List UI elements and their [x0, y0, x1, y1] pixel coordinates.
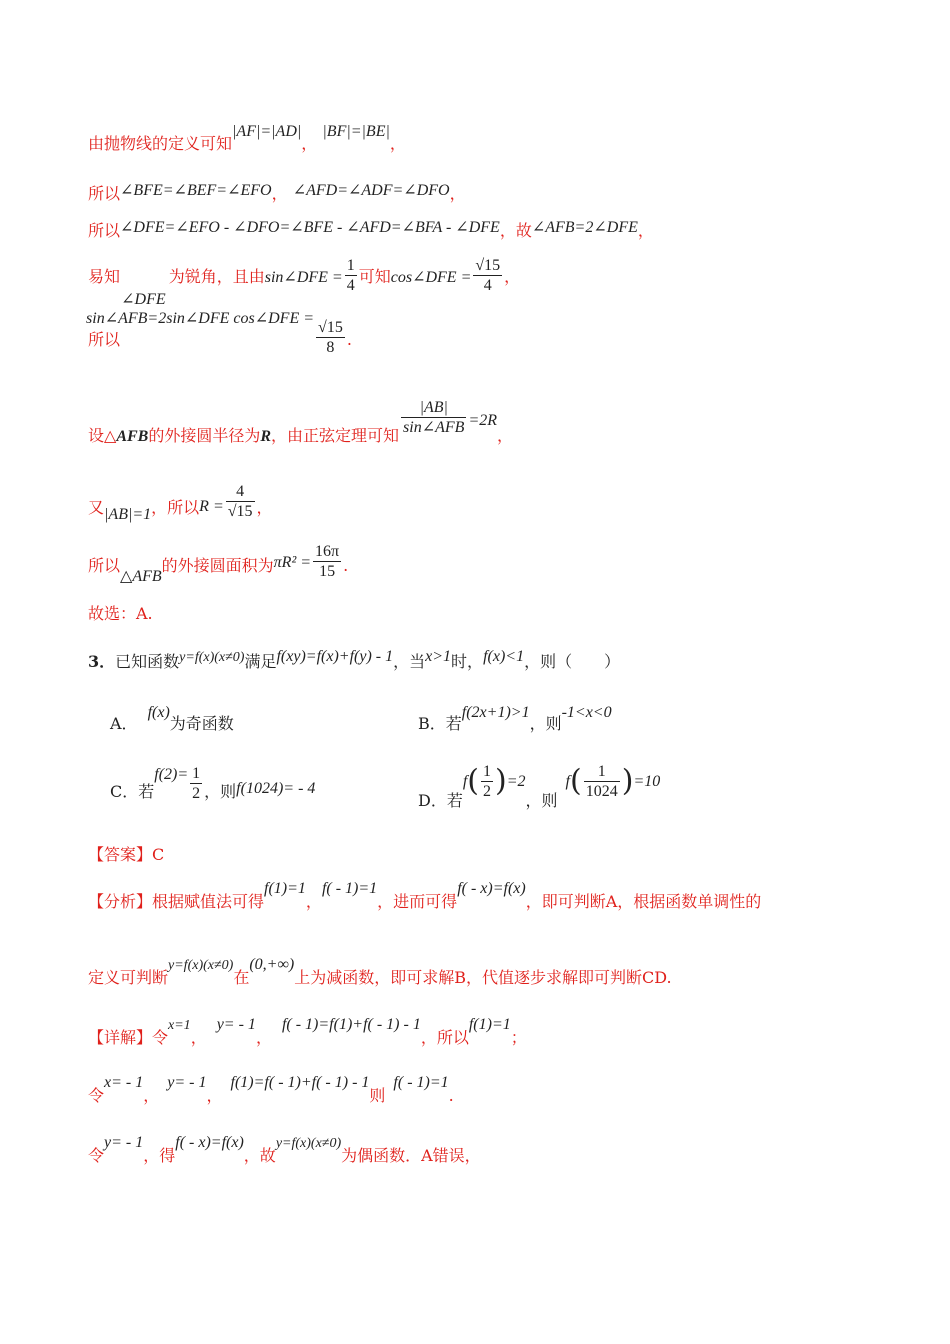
text: 易知: [88, 267, 121, 286]
line-ab-equals-1: [88, 482, 273, 528]
punct: ，: [637, 221, 654, 240]
text: ，即可判断A，根据函数单调性的: [525, 892, 762, 911]
option-label: B．若: [418, 714, 462, 733]
denominator: √15: [227, 503, 253, 520]
text: ，则（ ）: [524, 652, 621, 671]
detail-line-3: [88, 1132, 481, 1165]
punct: ，: [190, 1028, 207, 1047]
punct: .: [448, 1086, 454, 1105]
denominator: 15: [319, 563, 336, 580]
math-sin-afb: sin∠AFB=2sin∠DFE cos∠DFE =: [86, 310, 315, 327]
numerator: 1: [346, 257, 355, 274]
math-f2: f(2)=: [154, 766, 189, 783]
math-dfe-chain: ∠DFE=∠EFO - ∠DFO=∠BFE - ∠AFD=∠BFA - ∠DFE: [120, 219, 500, 236]
fraction-1-1024: [584, 762, 620, 801]
punct: ，: [449, 184, 466, 203]
paren-right: ): [621, 763, 634, 799]
option-label: D．若: [418, 791, 463, 810]
math-f1: f(1)=1: [468, 1016, 511, 1033]
denominator: 8: [326, 339, 335, 356]
math-functional-eq: f(xy)=f(x)+f(y) - 1: [276, 648, 394, 665]
punct: ，: [255, 1028, 272, 1047]
fraction-half: [190, 764, 202, 803]
math-f: f: [565, 773, 570, 790]
denominator: 1024: [585, 783, 618, 800]
text: 由抛物线的定义可知: [88, 134, 233, 153]
math-x-1: x=1: [168, 1018, 191, 1033]
line-acute-angle: [88, 256, 521, 308]
punct: ，: [206, 1086, 223, 1105]
math-f-minus1: f( - 1)=1: [393, 1074, 449, 1091]
text: 上为减函数，即可求解B，代值逐步求解即可判断CD.: [294, 968, 672, 987]
question-number: 3．: [88, 652, 116, 671]
detail-line-1: [88, 1014, 527, 1047]
detail-line-2: [88, 1072, 454, 1105]
answer-text: 【答案】C: [88, 845, 165, 864]
math-sub-eq: f( - 1)=f(1)+f( - 1) - 1: [281, 1016, 421, 1033]
question-3: [88, 646, 620, 674]
math-function-def: y=f(x)(x≠0): [168, 958, 234, 973]
math-function-def: y=f(x)(x≠0): [179, 650, 245, 665]
math-af-ad: |AF|=|AD|: [232, 123, 302, 140]
option-b: [418, 702, 612, 733]
text: ，则: [529, 714, 562, 733]
math-afb: AFB: [116, 428, 149, 445]
math-y-minus1: y= - 1: [104, 1134, 144, 1151]
text: ，故: [243, 1146, 276, 1165]
line-sin-afb: [86, 310, 352, 362]
punct: ；: [510, 1028, 527, 1047]
line-sine-theorem: [88, 398, 513, 446]
fraction-ab-sin-afb: [401, 398, 466, 437]
fraction-sqrt15-8: [316, 318, 345, 357]
punct: ，: [271, 184, 288, 203]
text: 的外接圆面积为: [161, 556, 274, 575]
numerator: 16π: [315, 543, 340, 560]
text: ，进而可得: [377, 892, 458, 911]
math-range: -1<x<0: [561, 704, 612, 721]
math-afb-2dfe: ∠AFB=2∠DFE: [531, 219, 638, 236]
math-even: f( - x)=f(x): [175, 1134, 244, 1151]
text: 可知: [358, 267, 391, 286]
math-f: f: [462, 773, 468, 790]
numerator: 1: [192, 765, 201, 782]
numerator: √15: [318, 319, 343, 336]
math-eq-10: =10: [633, 773, 661, 790]
text: 的外接圆半径为: [148, 426, 261, 445]
punct: .: [343, 556, 349, 575]
numerator: 1: [584, 762, 620, 782]
math-fx: f(x): [147, 704, 170, 721]
text: 又: [88, 498, 105, 517]
text: 所以: [88, 556, 121, 575]
math-x-minus1: x= - 1: [104, 1074, 144, 1091]
fraction-16pi-15: [313, 542, 341, 581]
denominator: 2: [483, 783, 492, 800]
text: 【详解】令: [88, 1028, 169, 1047]
math-bf-be: |BF|=|BE|: [322, 123, 390, 140]
text: 所以: [88, 184, 121, 203]
math-f1024: f(1024)= - 4: [236, 780, 316, 797]
text: ，所以: [420, 1028, 469, 1047]
math-eq-2: =2: [506, 773, 526, 790]
math-sub-eq: f(1)=f( - 1)+f( - 1) - 1: [230, 1074, 370, 1091]
analysis-line-2: [88, 954, 672, 987]
punct: ，: [389, 134, 406, 153]
math-function-def: y=f(x)(x≠0): [275, 1136, 342, 1151]
math-sin-dfe: sin∠DFE =: [264, 269, 343, 286]
math-r: R: [260, 428, 272, 445]
math-f-minus1: f( - 1)=1: [321, 880, 378, 897]
denominator: 2: [192, 785, 201, 802]
option-c: [110, 764, 315, 803]
line-angle-equalities: [88, 184, 466, 205]
math-bfe: ∠BFE=∠BEF=∠EFO: [120, 182, 272, 199]
text: ，得: [143, 1146, 176, 1165]
text: 所以: [88, 330, 121, 349]
text: 故选：A.: [88, 604, 153, 623]
option-a: [110, 702, 234, 733]
text: ，当: [393, 652, 426, 671]
fraction-4-sqrt15: [226, 482, 255, 521]
numerator: √15: [475, 257, 501, 274]
math-2r: =2R: [468, 412, 498, 429]
numerator: |AB|: [401, 398, 466, 418]
text: 【分析】根据赋值法可得: [88, 892, 265, 911]
math-y-minus1: y= - 1: [167, 1074, 207, 1091]
fraction-half: [481, 762, 493, 801]
math-triangle-afb: △AFB: [120, 568, 162, 585]
punct: ，: [256, 498, 273, 517]
text: ，所以: [151, 498, 200, 517]
text: 为偶函数．A错误，: [341, 1146, 481, 1165]
math-even: f( - x)=f(x): [457, 880, 526, 897]
math-f1: f(1)=1: [264, 880, 306, 897]
answer: [88, 845, 164, 865]
text: 则: [369, 1086, 386, 1105]
denominator: 4: [483, 277, 492, 294]
paren-left: (: [570, 763, 582, 799]
option-label: A．: [110, 714, 138, 733]
text: 所以: [88, 221, 121, 240]
math-r-eq: R =: [199, 498, 224, 515]
punct: ，: [143, 1086, 160, 1105]
text: 在: [233, 968, 250, 987]
text: ，则: [204, 782, 237, 801]
text: 为锐角，且由: [168, 267, 265, 286]
text: 令: [88, 1146, 105, 1165]
math-interval: (0,+∞): [249, 956, 295, 973]
numerator: 1: [483, 763, 492, 780]
line-circle-area: [88, 542, 348, 586]
option-label: C．若: [110, 782, 155, 801]
text: 为奇函数: [169, 714, 234, 733]
denominator: 4: [346, 277, 355, 294]
punct: .: [346, 330, 352, 349]
fraction-sqrt15-4: [473, 256, 502, 295]
math-y-minus1: y= - 1: [216, 1016, 256, 1033]
text: 定义可判断: [88, 968, 169, 987]
line-parabola-definition: [88, 123, 406, 155]
math-ab-1: |AB|=1: [104, 506, 152, 523]
line-dfe-derivation: [88, 221, 654, 242]
denominator: sin∠AFB: [403, 419, 465, 436]
math-cos-dfe: cos∠DFE =: [390, 269, 472, 286]
text: 时，: [451, 652, 484, 671]
text: 令: [88, 1086, 105, 1105]
text: ，由正弦定理可知: [271, 426, 400, 445]
math-dfe: ∠DFE: [121, 291, 166, 308]
line-choice-a: [88, 604, 153, 624]
text: ，故: [499, 221, 532, 240]
analysis-line-1: [88, 878, 762, 911]
punct: ，: [305, 892, 322, 911]
math-f2x1: f(2x+1)>1: [461, 704, 530, 721]
math-fx-lt-1: f(x)<1: [483, 648, 525, 665]
text: 设△: [88, 426, 117, 445]
fraction-one-quarter: [345, 256, 357, 295]
paren-right: ): [495, 763, 507, 799]
text: ，则: [525, 791, 558, 810]
text: 已知函数: [115, 652, 180, 671]
punct: ，: [301, 134, 318, 153]
paren-left: (: [467, 763, 480, 799]
punct: ，: [504, 267, 521, 286]
punct: ，: [497, 426, 514, 445]
option-d: [418, 762, 661, 810]
math-x-gt-1: x>1: [425, 648, 452, 665]
text: 满足: [244, 652, 277, 671]
math-pi-r2: πR² =: [273, 554, 312, 571]
numerator: 4: [226, 482, 255, 502]
math-afd: ∠AFD=∠ADF=∠DFO: [292, 182, 450, 199]
